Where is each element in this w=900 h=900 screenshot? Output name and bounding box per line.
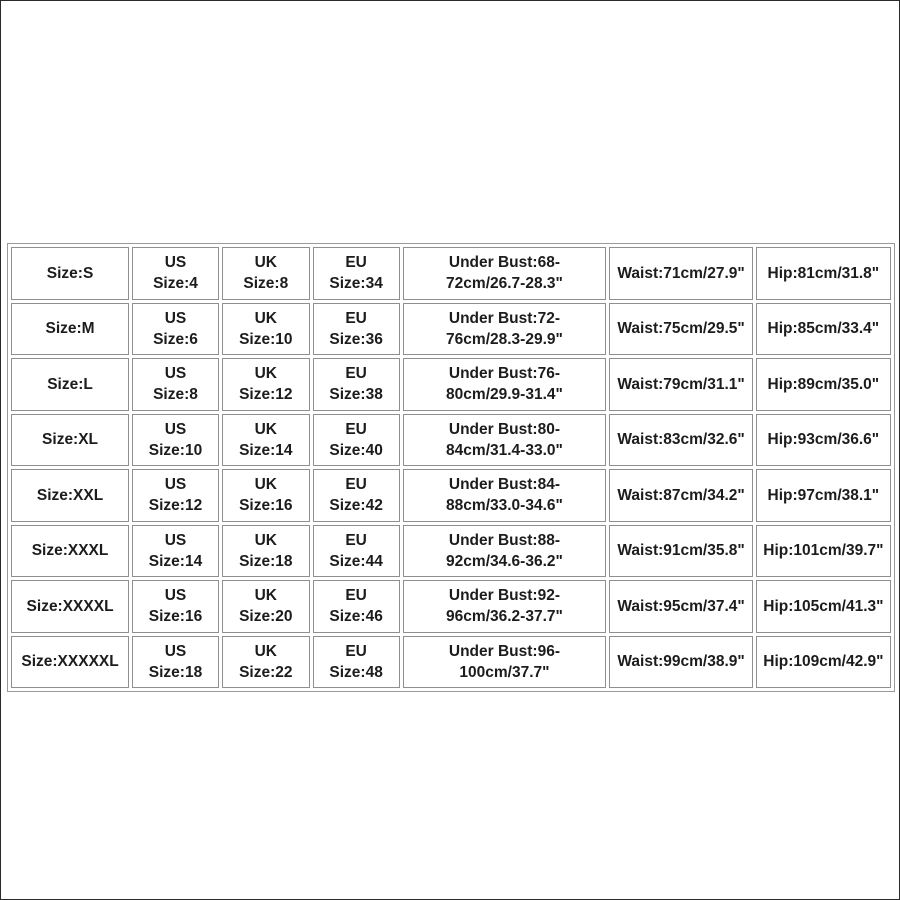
uk-size-cell [222,358,310,411]
uk-size-cell [222,469,310,522]
eu-size-cell-line: Size:40 [329,441,383,459]
waist-cell: Waist:71cm/27.9" [609,247,752,300]
under-bust-cell-line: 88cm/33.0-34.6" [446,497,563,515]
table-row [11,303,891,356]
uk-size-cell [222,525,310,578]
under-bust-cell-line: Under Bust:92- [448,587,560,605]
eu-size-cell [313,303,400,356]
hip-cell: Hip:85cm/33.4" [756,303,891,356]
us-size-cell [132,636,219,689]
eu-size-cell-line: EU [345,309,367,327]
us-size-cell [132,525,219,578]
under-bust-cell-line: 76cm/28.3-29.9" [446,330,563,348]
under-bust-cell-line: 100cm/37.7" [459,663,550,681]
eu-size-cell-line: EU [345,531,367,549]
size-cell: Size:XXXXXL [11,636,129,689]
eu-size-cell [313,358,400,411]
uk-size-cell-line: Size:20 [239,608,293,626]
us-size-cell-line: Size:10 [148,441,203,459]
table-row [11,636,891,689]
uk-size-cell-line: UK [254,476,277,494]
waist-cell: Waist:83cm/32.6" [609,414,752,467]
waist-cell: Waist:87cm/34.2" [609,469,752,522]
us-size-cell [132,580,219,633]
under-bust-cell [403,247,607,300]
us-size-cell-line: US [164,365,187,383]
under-bust-cell [403,580,607,633]
uk-size-cell-line: UK [254,587,277,605]
uk-size-cell-line: Size:18 [239,552,293,570]
size-cell: Size:XXXXL [11,580,129,633]
size-chart-table [7,243,895,692]
uk-size-cell-line: UK [254,420,277,438]
us-size-cell-line: US [164,476,187,494]
us-size-cell-line: US [164,420,187,438]
size-chart [8,244,894,691]
eu-size-cell-line: EU [345,365,367,383]
under-bust-cell-line: Under Bust:84- [448,476,560,494]
waist-cell: Waist:91cm/35.8" [609,525,752,578]
table-row [11,414,891,467]
us-size-cell [132,469,219,522]
under-bust-cell-line: 80cm/29.9-31.4" [446,386,563,404]
eu-size-cell [313,525,400,578]
waist-cell: Waist:75cm/29.5" [609,303,752,356]
under-bust-cell-line: Under Bust:88- [448,531,560,549]
us-size-cell-line: Size:4 [153,275,198,293]
under-bust-cell [403,358,607,411]
size-cell: Size:L [11,358,129,411]
size-cell: Size:XL [11,414,129,467]
table-row [11,580,891,633]
under-bust-cell-line: Under Bust:72- [448,309,560,327]
eu-size-cell-line: Size:34 [329,275,383,293]
under-bust-cell-line: Under Bust:80- [448,420,560,438]
under-bust-cell-line: Under Bust:68- [448,254,560,272]
table-row [11,525,891,578]
us-size-cell [132,414,219,467]
under-bust-cell-line: 84cm/31.4-33.0" [446,441,563,459]
eu-size-cell-line: EU [345,254,367,272]
under-bust-cell-line: 72cm/26.7-28.3" [446,275,563,293]
eu-size-cell-line: Size:38 [329,386,383,404]
eu-size-cell-line: Size:36 [329,330,383,348]
us-size-cell [132,358,219,411]
under-bust-cell [403,469,607,522]
size-cell: Size:S [11,247,129,300]
us-size-cell-line: Size:14 [148,552,203,570]
waist-cell: Waist:79cm/31.1" [609,358,752,411]
uk-size-cell-line: UK [254,642,277,660]
eu-size-cell [313,580,400,633]
eu-size-cell [313,469,400,522]
uk-size-cell-line: UK [254,309,277,327]
us-size-cell-line: Size:8 [153,386,198,404]
us-size-cell-line: US [164,309,187,327]
waist-cell: Waist:95cm/37.4" [609,580,752,633]
eu-size-cell-line: EU [345,420,367,438]
eu-size-cell [313,414,400,467]
uk-size-cell-line: Size:16 [239,497,293,515]
size-cell: Size:XXXL [11,525,129,578]
under-bust-cell-line: Under Bust:96- [448,642,560,660]
hip-cell: Hip:97cm/38.1" [756,469,891,522]
eu-size-cell [313,636,400,689]
hip-cell: Hip:105cm/41.3" [756,580,891,633]
uk-size-cell-line: Size:10 [239,330,293,348]
uk-size-cell-line: UK [254,254,277,272]
us-size-cell [132,303,219,356]
size-cell: Size:XXL [11,469,129,522]
eu-size-cell-line: EU [345,587,367,605]
uk-size-cell-line: Size:14 [239,441,293,459]
hip-cell: Hip:101cm/39.7" [756,525,891,578]
waist-cell: Waist:99cm/38.9" [609,636,752,689]
hip-cell: Hip:81cm/31.8" [756,247,891,300]
under-bust-cell-line: Under Bust:76- [448,365,560,383]
uk-size-cell-line: UK [254,531,277,549]
hip-cell: Hip:93cm/36.6" [756,414,891,467]
size-cell: Size:M [11,303,129,356]
under-bust-cell [403,525,607,578]
us-size-cell-line: Size:12 [148,497,203,515]
us-size-cell-line: US [164,531,187,549]
uk-size-cell-line: Size:12 [239,386,293,404]
under-bust-cell [403,636,607,689]
size-chart-body [11,247,891,688]
eu-size-cell-line: Size:44 [329,552,383,570]
uk-size-cell [222,414,310,467]
eu-size-cell-line: Size:42 [329,497,383,515]
uk-size-cell [222,247,310,300]
us-size-cell-line: Size:16 [148,608,203,626]
eu-size-cell-line: Size:46 [329,608,383,626]
us-size-cell [132,247,219,300]
eu-size-cell-line: EU [345,642,367,660]
uk-size-cell [222,303,310,356]
table-row [11,469,891,522]
us-size-cell-line: Size:6 [153,330,198,348]
us-size-cell-line: US [164,587,187,605]
uk-size-cell-line: Size:22 [239,663,293,681]
under-bust-cell [403,303,607,356]
table-row [11,247,891,300]
eu-size-cell [313,247,400,300]
uk-size-cell-line: UK [254,365,277,383]
us-size-cell-line: US [164,642,187,660]
under-bust-cell-line: 96cm/36.2-37.7" [446,608,563,626]
us-size-cell-line: Size:18 [148,663,203,681]
hip-cell: Hip:89cm/35.0" [756,358,891,411]
uk-size-cell [222,636,310,689]
eu-size-cell-line: Size:48 [329,663,383,681]
eu-size-cell-line: EU [345,476,367,494]
uk-size-cell [222,580,310,633]
uk-size-cell-line: Size:8 [243,275,289,293]
hip-cell: Hip:109cm/42.9" [756,636,891,689]
under-bust-cell [403,414,607,467]
table-row [11,358,891,411]
under-bust-cell-line: 92cm/34.6-36.2" [446,552,563,570]
us-size-cell-line: US [164,254,187,272]
